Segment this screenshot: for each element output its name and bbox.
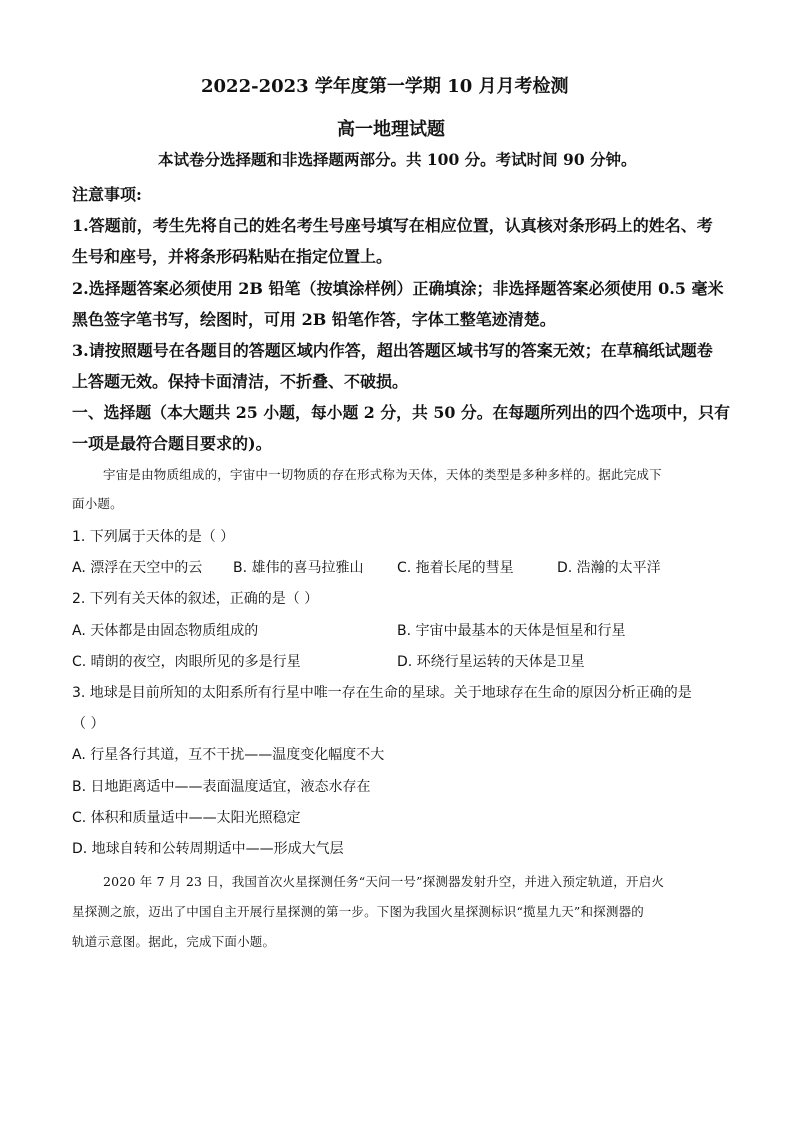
- question-3-option-a: A. 行星各行其道，互不干扰——温度变化幅度不大: [72, 747, 385, 763]
- question-1-option-a: A. 漂浮在天空中的云: [72, 560, 203, 576]
- question-3-stem-line-2: （ ）: [72, 716, 105, 732]
- question-2-option-c: C. 晴朗的夜空，肉眼所见的多是行星: [72, 654, 301, 670]
- notes-heading: 注意事项:: [72, 185, 142, 204]
- passage-2-line-2: 星探测之旅，迈出了中国自主开展行星探测的第一步。下图为我国火星探测标识“揽星九天”和探测器的: [72, 904, 644, 919]
- question-2-option-d: D. 环绕行星运转的天体是卫星: [397, 654, 585, 670]
- question-1-option-d: D. 浩瀚的太平洋: [557, 560, 661, 576]
- note-1-line-2: 生号和座号，并将条形码粘贴在指定位置上。: [72, 247, 393, 266]
- question-1-stem: 1. 下列属于天体的是（ ）: [72, 529, 235, 545]
- exam-title: 2022-2023 学年度第一学期 10 月月考检测: [201, 76, 569, 97]
- passage-2-line-3: 轨道示意图。据此，完成下面小题。: [72, 934, 276, 949]
- question-2-option-a: A. 天体都是由固态物质组成的: [72, 623, 259, 639]
- note-3-line-1: 3.请按照题号在各题目的答题区域内作答，超出答题区域书写的答案无效；在草稿纸试题卷: [72, 341, 713, 360]
- question-1-option-b: B. 雄伟的喜马拉雅山: [233, 560, 364, 576]
- note-1-line-1: 1.答题前，考生先将自己的姓名考生号座号填写在相应位置，认真核对条形码上的姓名、考: [72, 216, 713, 235]
- passage-1-line-1: 宇宙是由物质组成的，宇宙中一切物质的存在形式称为天体，天体的类型是多种多样的。据此完成下: [103, 467, 662, 482]
- note-2-line-1: 2.选择题答案必须使用 2B 铅笔（按填涂样例）正确填涂；非选择题答案必须使用 0.5 毫米: [72, 279, 724, 298]
- question-2-stem: 2. 下列有关天体的叙述，正确的是（ ）: [72, 591, 319, 607]
- note-3-line-2: 上答题无效。保持卡面清洁，不折叠、不破损。: [72, 372, 409, 391]
- question-3-option-d: D. 地球自转和公转周期适中——形成大气层: [72, 841, 344, 857]
- question-2-option-b: B. 宇宙中最基本的天体是恒星和行星: [397, 623, 626, 639]
- note-2-line-2: 黑色签字笔书写，绘图时，可用 2B 铅笔作答，字体工整笔迹清楚。: [72, 310, 556, 329]
- question-1-option-c: C. 拖着长尾的彗星: [397, 560, 514, 576]
- question-3-option-b: B. 日地距离适中——表面温度适宜，液态水存在: [72, 779, 371, 795]
- passage-2-line-1: 2020 年 7 月 23 日，我国首次火星探测任务“天问一号”探测器发射升空，并进入预定轨道，开启火: [103, 874, 665, 889]
- exam-info: 本试卷分选择题和非选择题两部分。共 100 分。考试时间 90 分钟。: [158, 150, 637, 169]
- section-1-heading-line-1: 一、选择题（本大题共 25 小题，每小题 2 分，共 50 分。在每题所列出的四个选项中，只有: [72, 403, 730, 422]
- exam-subtitle: 高一地理试题: [337, 119, 445, 140]
- question-3-option-c: C. 体积和质量适中——太阳光照稳定: [72, 810, 301, 826]
- question-3-stem-line-1: 3. 地球是目前所知的太阳系所有行星中唯一存在生命的星球。关于地球存在生命的原因分析正确的是: [72, 685, 692, 701]
- passage-1-line-2: 面小题。: [72, 496, 123, 511]
- section-1-heading-line-2: 一项是最符合题目要求的)。: [72, 434, 272, 453]
